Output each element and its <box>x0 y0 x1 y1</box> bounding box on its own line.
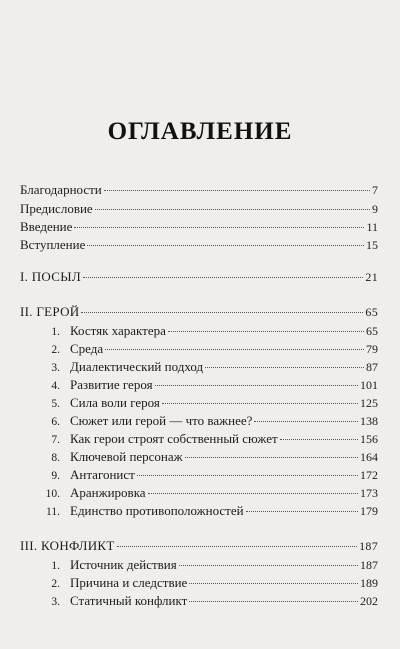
toc-subentry-num: 2. <box>51 344 60 356</box>
toc-subentry-page: 87 <box>366 360 378 374</box>
toc-subentry <box>0 485 400 501</box>
toc-subentry-page: 156 <box>360 432 378 446</box>
toc-subentry-label: Сила воли героя <box>70 395 160 410</box>
toc-subentry <box>0 449 400 465</box>
toc-subentry-page: 164 <box>360 450 378 464</box>
toc-entry <box>0 219 400 235</box>
toc-subentry-label: Ключевой персонаж <box>70 449 183 464</box>
leader-dots <box>189 583 358 584</box>
toc-subentry-num: 3. <box>51 362 60 374</box>
toc-entry-label: Благодарности <box>20 182 102 197</box>
toc-part-label: III. КОНФЛИКТ <box>20 538 115 553</box>
leader-dots <box>179 565 358 566</box>
toc-subentry-num: 4. <box>51 380 60 392</box>
toc-subentry-page: 202 <box>360 594 378 608</box>
leader-dots <box>254 421 358 422</box>
leader-dots <box>162 403 358 404</box>
toc-subentry-num: 2. <box>51 578 60 590</box>
toc-part-label: II. ГЕРОЙ <box>20 304 80 319</box>
leader-dots <box>81 312 363 313</box>
toc-subentry <box>0 575 400 591</box>
toc-subentry <box>0 359 400 375</box>
toc-subentry-label: Причина и следствие <box>70 575 188 590</box>
toc-subentry-num: 1. <box>51 326 60 338</box>
toc-entry-label: Введение <box>20 219 73 234</box>
toc-subentry <box>0 377 400 393</box>
toc-subentry <box>0 503 400 519</box>
toc-entry <box>0 237 400 253</box>
toc-part-page: 21 <box>365 270 378 284</box>
toc-subentry-label: Развитие героя <box>70 377 153 392</box>
toc-subentry-page: 173 <box>360 486 378 500</box>
leader-dots <box>104 190 370 191</box>
toc-subentry-label: Как герои строят собственный сюжет <box>70 431 278 446</box>
leader-dots <box>168 331 364 332</box>
leader-dots <box>185 457 358 458</box>
toc-subentry-label: Сюжет или герой — что важнее? <box>70 413 253 428</box>
toc-subentry-label: Костяк характера <box>70 323 166 338</box>
toc-subentry-num: 7. <box>51 434 60 446</box>
toc-subentry-page: 65 <box>366 324 378 338</box>
toc-entry <box>0 182 400 198</box>
toc-subentry-page: 187 <box>360 558 378 572</box>
toc-part-page: 65 <box>365 305 378 319</box>
toc-subentry-label: Среда <box>70 341 104 356</box>
toc-part <box>0 538 400 554</box>
leader-dots <box>87 245 364 246</box>
toc-part-page: 187 <box>359 539 378 553</box>
toc-subentry-page: 79 <box>366 342 378 356</box>
toc-subentry-num: 10. <box>45 488 60 500</box>
toc-subentry-page: 101 <box>360 378 378 392</box>
toc-part <box>0 269 400 285</box>
leader-dots <box>246 511 358 512</box>
toc-subentry-page: 179 <box>360 504 378 518</box>
toc-subentry-label: Источник действия <box>70 557 177 572</box>
page-title: ОГЛАВЛЕНИЕ <box>107 118 293 145</box>
toc-subentry-page: 125 <box>360 396 378 410</box>
leader-dots <box>137 475 358 476</box>
leader-dots <box>205 367 364 368</box>
toc-subentry-label: Статичный конфликт <box>70 593 188 608</box>
toc-subentry-label: Аранжировка <box>70 485 146 500</box>
toc-subentry-num: 11. <box>46 506 60 518</box>
toc-subentry-page: 138 <box>360 414 378 428</box>
leader-dots <box>117 546 357 547</box>
leader-dots <box>280 439 358 440</box>
toc-subentry <box>0 413 400 429</box>
leader-dots <box>74 227 364 228</box>
toc-part <box>0 304 400 320</box>
leader-dots <box>105 349 364 350</box>
toc-subentry-label: Единство противоположностей <box>70 503 244 518</box>
leader-dots <box>155 385 358 386</box>
toc-subentry <box>0 323 400 339</box>
toc-entry-label: Вступление <box>20 237 86 252</box>
toc-subentry <box>0 557 400 573</box>
toc-subentry-num: 8. <box>51 452 60 464</box>
toc-subentry-label: Диалектический подход <box>70 359 204 374</box>
leader-dots <box>95 209 370 210</box>
leader-dots <box>83 277 363 278</box>
toc-subentry-num: 6. <box>51 416 60 428</box>
leader-dots <box>148 493 358 494</box>
toc-subentry-page: 189 <box>360 576 378 590</box>
toc-entry <box>0 201 400 217</box>
toc-subentry <box>0 341 400 357</box>
toc-subentry-num: 1. <box>51 560 60 572</box>
toc-subentry <box>0 593 400 609</box>
toc-subentry-num: 9. <box>51 470 60 482</box>
toc-entry-page: 7 <box>372 183 378 197</box>
toc-subentry-num: 5. <box>51 398 60 410</box>
toc-subentry-label: Антагонист <box>70 467 135 482</box>
toc-subentry <box>0 467 400 483</box>
toc-part-label: I. ПОСЫЛ <box>20 269 81 284</box>
toc-entry-label: Предисловие <box>20 201 93 216</box>
toc-subentry-page: 172 <box>360 468 378 482</box>
leader-dots <box>189 601 358 602</box>
toc-subentry-num: 3. <box>51 596 60 608</box>
toc-entry-page: 15 <box>366 238 378 252</box>
toc-subentry <box>0 395 400 411</box>
toc-subentry <box>0 431 400 447</box>
toc-entry-page: 9 <box>372 202 378 216</box>
toc-entry-page: 11 <box>366 220 378 234</box>
